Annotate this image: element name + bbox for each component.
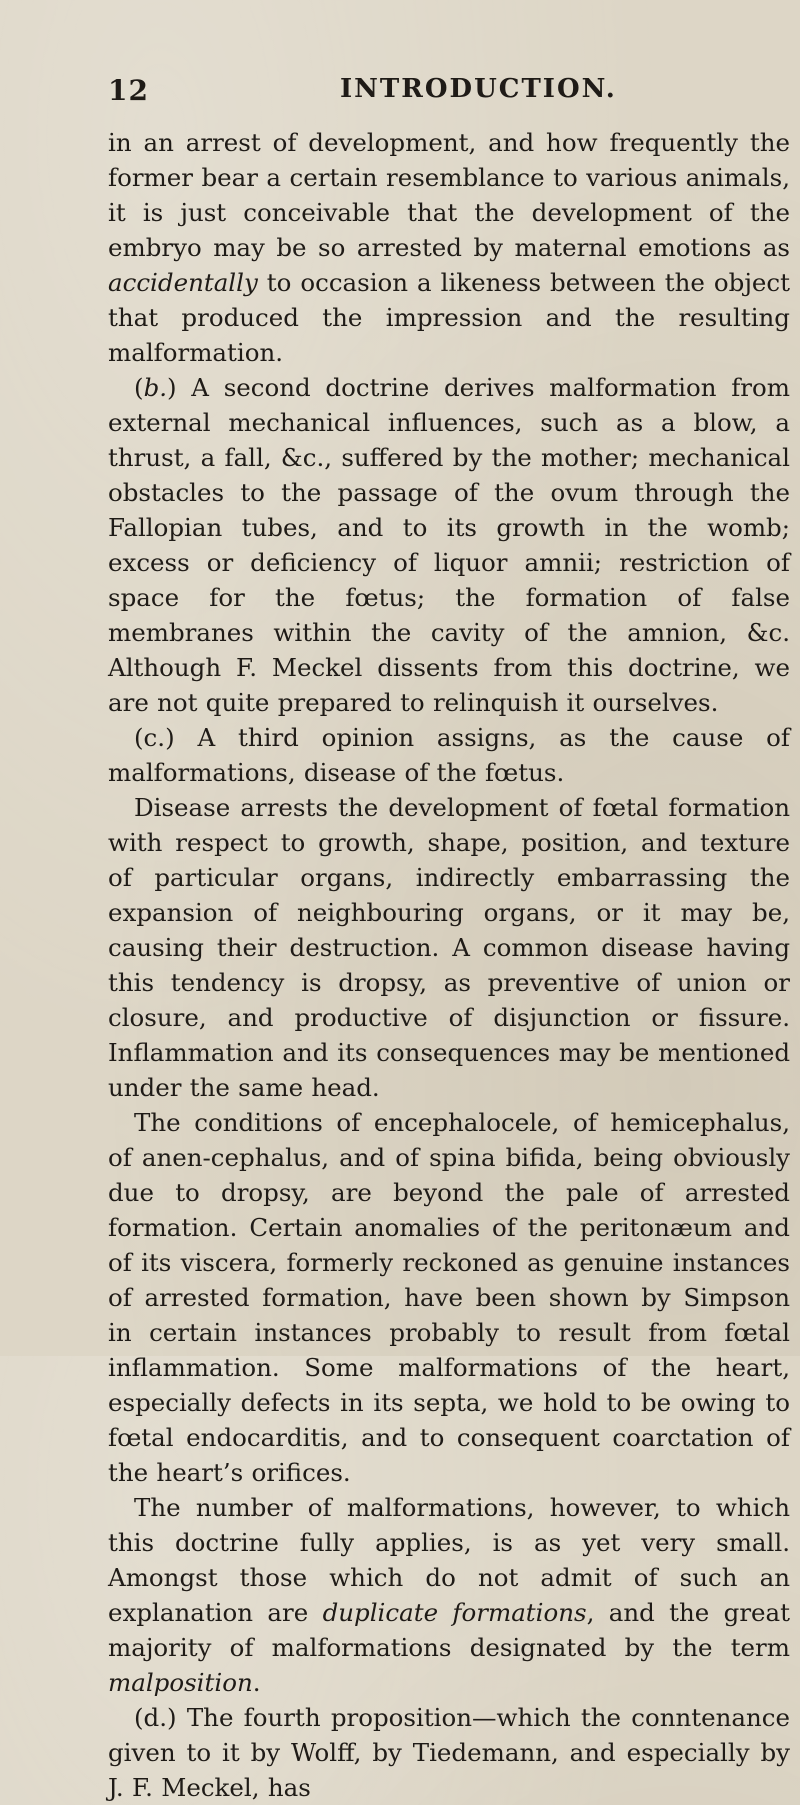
paragraph-7: (d.) The fourth proposition—which the conntenance given to it by Wolff, by Tiedemann, and especially by J. F. Meckel, has [108, 1703, 790, 1802]
running-head [0, 74, 800, 114]
page-number: 12 [108, 74, 149, 107]
paragraph-4: Disease arrests the development of fœtal formation with respect to growth, shape, position, and texture of particular organs, indirectly embarrassing the expansion of neighbouring organs, or it may be, causing their destruction. A common disease having this tendency is dropsy, as preventive of union or closure, and productive of disjunction or fissure. Inflammation and its consequences may be mentioned under the same head. [108, 793, 790, 1102]
paragraph-1: in an arrest of development, and how frequently the former bear a certain resemblance to various animals, it is just conceivable that the development of the embryo may be so arrested by maternal emotions as accidentally to occasion a likeness between the object that produced the impression and the resulting malformation. [108, 128, 790, 367]
body-text [108, 125, 790, 1805]
running-title: INTRODUCTION. [340, 74, 617, 104]
paragraph-3: (c.) A third opinion assigns, as the cause of malformations, disease of the fœtus. [108, 723, 790, 787]
paragraph-6: The number of malformations, however, to which this doctrine fully applies, is as yet very small. Amongst those which do not admit of such an explanation are duplicate formations, and the great majority of malformations designated by the term malposition. [108, 1493, 790, 1697]
paragraph-5: The conditions of encephalocele, of hemicephalus, of anen-cephalus, and of spina bifida, being obviously due to dropsy, are beyond the pale of arrested formation. Certain anomalies of the peritonæum and of its viscera, formerly reckoned as genuine instances of arrested formation, have been shown by Simpson in certain instances probably to result from fœtal inflammation. Some malformations of the heart, especially defects in its septa, we hold to be owing to fœtal endocarditis, and to consequent coarctation of the heart’s orifices. [108, 1108, 790, 1487]
paragraph-2: (b.) A second doctrine derives malformation from external mechanical influences, such as a blow, a thrust, a fall, &c., suffered by the mother; mechanical obstacles to the passage of the ovum through the Fallopian tubes, and to its growth in the womb; excess or deficiency of liquor amnii; restriction of space for the fœtus; the formation of false membranes within the cavity of the amnion, &c. Although F. Meckel dissents from this doctrine, we are not quite prepared to relinquish it ourselves. [108, 373, 790, 717]
